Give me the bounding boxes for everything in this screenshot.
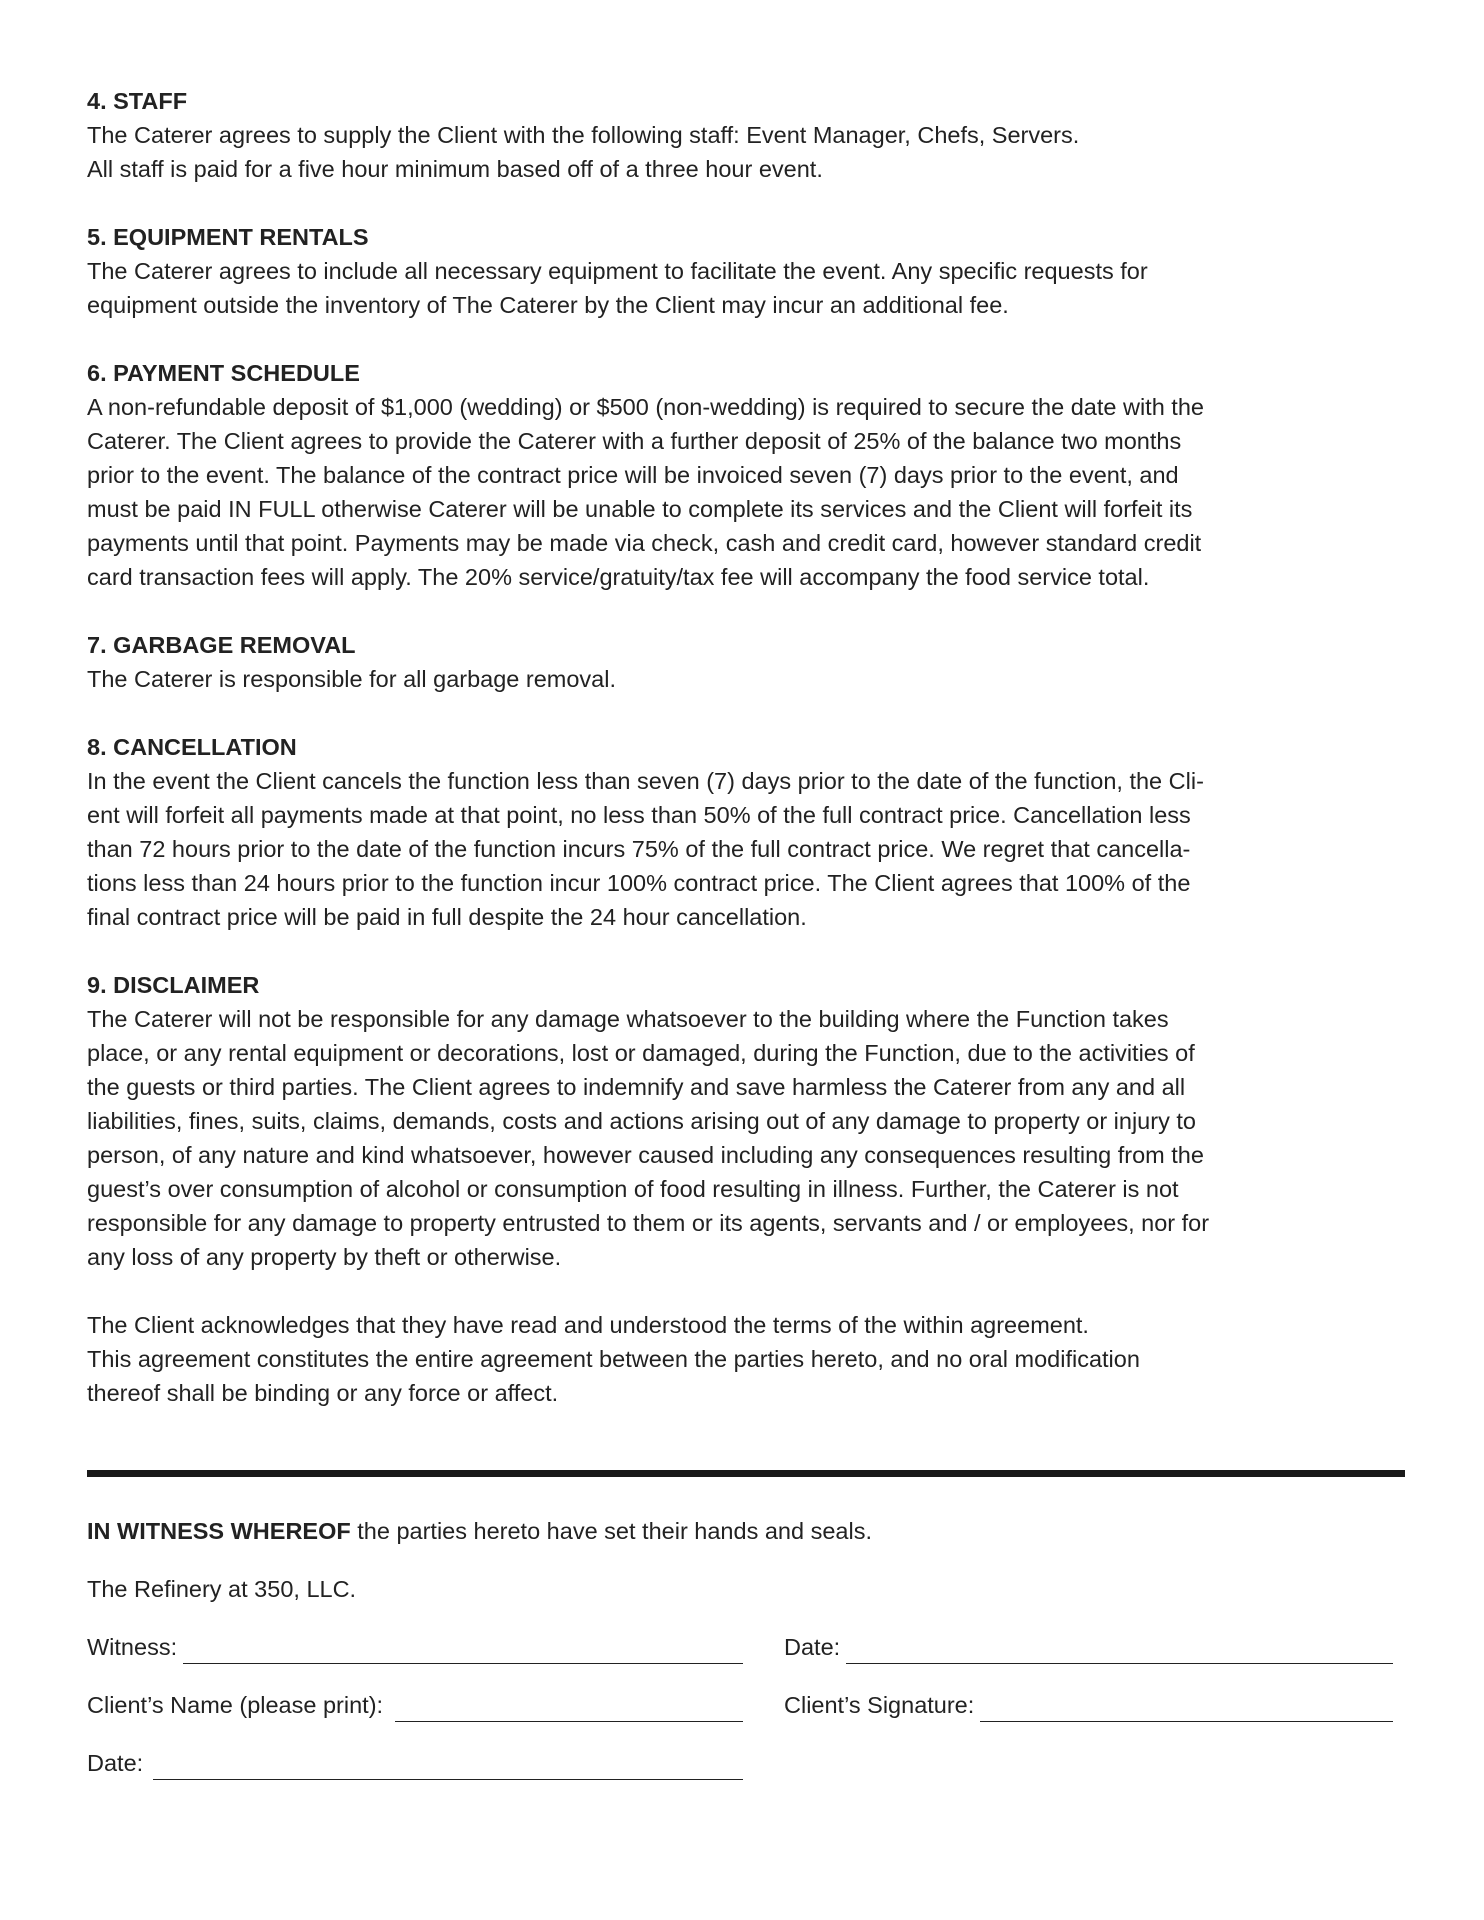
section-line: guest’s over consumption of alcohol or consumption of food resulting in illness. Further, the Caterer is not <box>87 1176 1179 1202</box>
section-line: A non-refundable deposit of $1,000 (wedding) or $500 (non-wedding) is required to secure the date with the <box>87 394 1204 420</box>
section-title: 8. CANCELLATION <box>87 734 297 760</box>
section-line: responsible for any damage to property entrusted to them or its agents, servants and / or employees, nor for <box>87 1210 1210 1236</box>
section-staff <box>87 84 1405 186</box>
section-payment-schedule <box>87 356 1405 594</box>
company-name: The Refinery at 350, LLC. <box>87 1576 357 1602</box>
section-line: prior to the event. The balance of the contract price will be invoiced seven (7) days prior to the event, and <box>87 462 1179 488</box>
closing-line: The Client acknowledges that they have read and understood the terms of the within agreement. <box>87 1312 1089 1338</box>
section-line: equipment outside the inventory of The Caterer by the Client may incur an additional fee. <box>87 292 1009 318</box>
section-line: The Caterer agrees to include all necessary equipment to facilitate the event. Any specific requests for <box>87 258 1148 284</box>
client-signature-field[interactable] <box>784 1688 1393 1722</box>
witness-date-row <box>87 1630 1405 1664</box>
section-line: The Caterer is responsible for all garbage removal. <box>87 666 617 692</box>
section-cancellation <box>87 730 1405 934</box>
section-line: The Caterer will not be responsible for any damage whatsoever to the building where the Function takes <box>87 1006 1169 1032</box>
section-line: person, of any nature and kind whatsoever, however caused including any consequences resulting from the <box>87 1142 1204 1168</box>
section-title: 7. GARBAGE REMOVAL <box>87 632 356 658</box>
section-line: All staff is paid for a five hour minimum based off of a three hour event. <box>87 156 823 182</box>
signature-block <box>87 1514 1405 1804</box>
section-line: payments until that point. Payments may be made via check, cash and credit card, however standard credit <box>87 530 1202 556</box>
section-divider <box>87 1470 1405 1477</box>
section-equipment-rentals <box>87 220 1405 322</box>
date-label: Date: <box>784 1634 841 1660</box>
date-line[interactable] <box>153 1753 743 1780</box>
client-signature-label: Client’s Signature: <box>784 1692 975 1718</box>
witness-text: the parties hereto have set their hands and seals. <box>350 1518 872 1544</box>
date-field-right[interactable] <box>784 1630 1393 1664</box>
section-line: must be paid IN FULL otherwise Caterer will be unable to complete its services and the Client will forfeit its <box>87 496 1193 522</box>
section-line: card transaction fees will apply. The 20% service/gratuity/tax fee will accompany the food service total. <box>87 564 1150 590</box>
contract-body <box>87 84 1405 1410</box>
bottom-date-row <box>87 1746 1405 1780</box>
section-line: than 72 hours prior to the date of the function incurs 75% of the full contract price. We regret that cancella- <box>87 836 1191 862</box>
witness-label: Witness: <box>87 1634 178 1660</box>
section-title: 5. EQUIPMENT RENTALS <box>87 224 369 250</box>
section-line: place, or any rental equipment or decorations, lost or damaged, during the Function, due to the activities of <box>87 1040 1195 1066</box>
date-field-bottom[interactable] <box>87 1746 743 1780</box>
section-line: Caterer. The Client agrees to provide the Caterer with a further deposit of 25% of the balance two months <box>87 428 1182 454</box>
section-title: 9. DISCLAIMER <box>87 972 260 998</box>
section-line: final contract price will be paid in full despite the 24 hour cancellation. <box>87 904 807 930</box>
witness-field[interactable] <box>87 1630 743 1664</box>
section-line: any loss of any property by theft or otherwise. <box>87 1244 562 1270</box>
section-line: ent will forfeit all payments made at that point, no less than 50% of the full contract price. Cancellation less <box>87 802 1191 828</box>
closing-line: thereof shall be binding or any force or affect. <box>87 1380 559 1406</box>
section-title: 6. PAYMENT SCHEDULE <box>87 360 360 386</box>
date-label: Date: <box>87 1750 144 1776</box>
section-title: 4. STAFF <box>87 88 188 114</box>
witness-line[interactable] <box>183 1637 743 1664</box>
witness-lead: IN WITNESS WHEREOF <box>87 1518 351 1544</box>
client-name-field[interactable] <box>87 1688 743 1722</box>
section-disclaimer <box>87 968 1405 1274</box>
section-line: In the event the Client cancels the function less than seven (7) days prior to the date of the function, the Cli- <box>87 768 1204 794</box>
client-row <box>87 1688 1405 1722</box>
section-garbage-removal <box>87 628 1405 696</box>
client-signature-line[interactable] <box>980 1695 1393 1722</box>
date-line[interactable] <box>846 1637 1393 1664</box>
client-name-line[interactable] <box>395 1695 743 1722</box>
section-line: tions less than 24 hours prior to the function incur 100% contract price. The Client agrees that 100% of the <box>87 870 1191 896</box>
closing-line: This agreement constitutes the entire agreement between the parties hereto, and no oral modification <box>87 1346 1140 1372</box>
section-line: The Caterer agrees to supply the Client with the following staff: Event Manager, Chefs, Servers. <box>87 122 1080 148</box>
section-line: liabilities, fines, suits, claims, demands, costs and actions arising out of any damage to property or injury to <box>87 1108 1196 1134</box>
client-name-label: Client’s Name (please print): <box>87 1692 384 1718</box>
section-line: the guests or third parties. The Client agrees to indemnify and save harmless the Caterer from any and all <box>87 1074 1186 1100</box>
witness-statement <box>87 1514 1405 1548</box>
closing-acknowledgement <box>87 1308 1405 1410</box>
